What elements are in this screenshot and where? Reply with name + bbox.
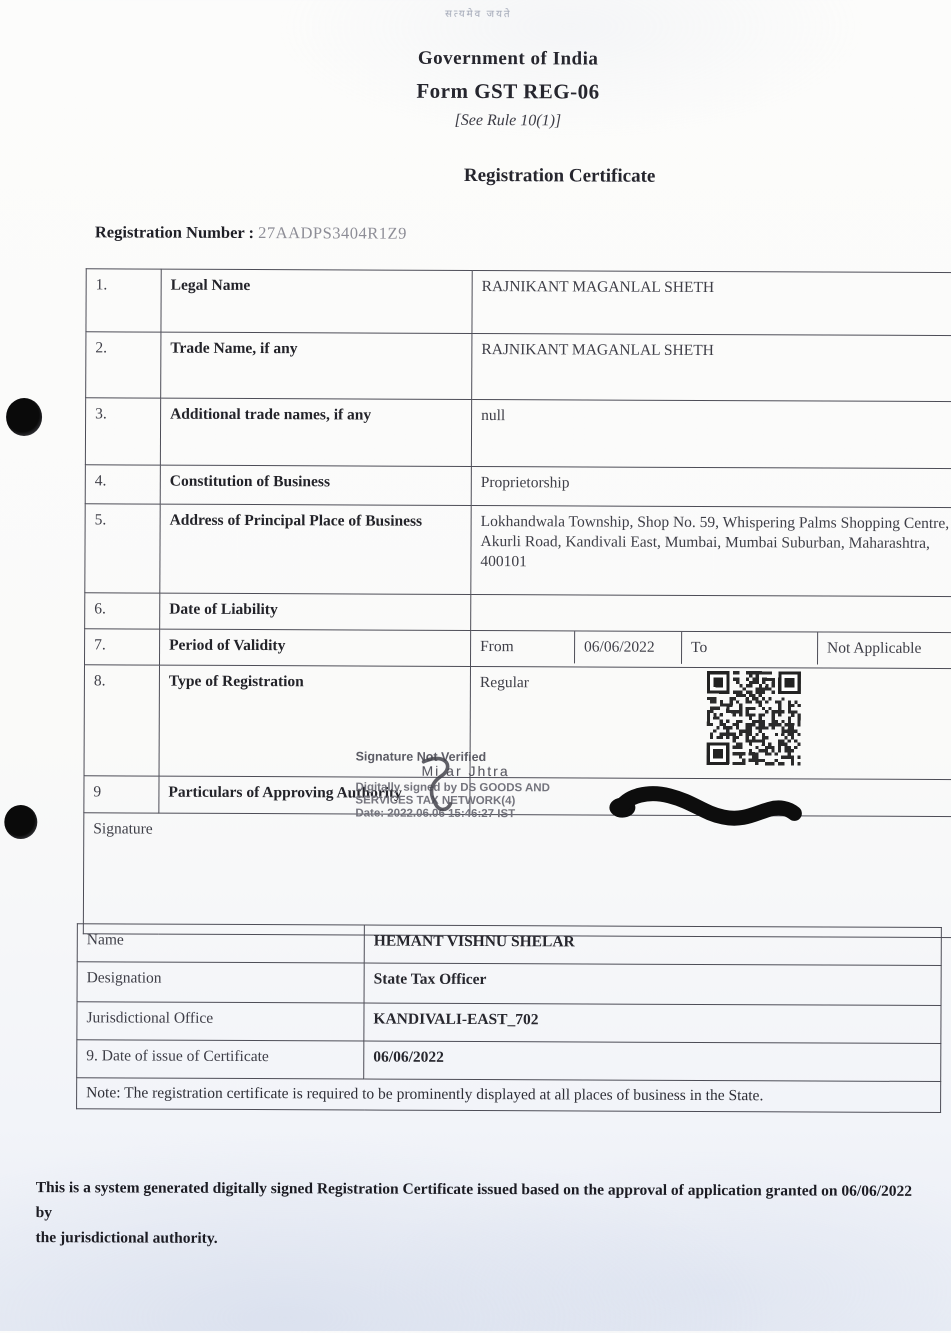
table-row-period-of-validity	[84, 629, 951, 669]
signer-name-fragment: Mi ar Jhtra	[421, 762, 510, 780]
validity-from-label: From	[480, 638, 514, 656]
footer-line-1: This is a system generated digitally signed Registration Certificate issued based on the approval of application granted on 06/06/2022 by	[35, 1179, 913, 1222]
row-label: Designation	[77, 962, 364, 1003]
table-row	[77, 1040, 941, 1082]
table-row-signature	[83, 813, 951, 938]
row-value: Lokhandwala Township, Shop No. 59, Whispering Palms Shopping Centre, Akurli Road, Kandivali East, Mumbai, Mumbai Suburban, Maharashtra, 400101	[471, 505, 951, 596]
rule-reference: [See Rule 10(1)]	[454, 111, 562, 130]
row-value: null	[471, 399, 951, 468]
row-number: 5.	[85, 504, 160, 593]
table-row	[85, 593, 951, 633]
row-label: Additional trade names, if any	[160, 398, 471, 466]
row-label: Particulars of Approving Authority	[159, 776, 470, 814]
registration-number-label: Registration Number :	[94, 222, 255, 243]
qr-code	[707, 670, 801, 766]
table-row	[77, 962, 941, 1006]
row-value: KANDIVALI-EAST_702	[364, 1003, 941, 1044]
registration-number-value: 27AADPS3404R1Z9	[258, 223, 407, 243]
row-number: 2.	[86, 332, 161, 398]
validity-from-value: 06/06/2022	[574, 631, 681, 663]
signature-cell	[83, 813, 951, 938]
signature-status-text: Signature Not Verified	[355, 749, 487, 765]
row-label: 9. Date of issue of Certificate	[77, 1040, 364, 1079]
row-value: State Tax Officer	[364, 963, 941, 1006]
page-title: Registration Certificate	[463, 164, 656, 187]
table-row-note	[77, 1078, 941, 1113]
row-value	[470, 666, 951, 779]
network-line: SERVICES TAX NETWORK(4)	[355, 794, 516, 808]
footer-line-2: the jurisdictional authority.	[35, 1229, 218, 1247]
row-value: RAJNIKANT MAGANLAL SHETH	[472, 333, 951, 401]
row-number: 9	[84, 776, 159, 813]
table-row	[77, 924, 941, 966]
emblem-text: सत्यमेव जयते	[445, 8, 512, 21]
form-name: Form GST REG-06	[416, 78, 600, 104]
note-text: Note: The registration certificate is required to be prominently displayed at all places of business in the State.	[77, 1078, 941, 1113]
row-number: 3.	[85, 398, 160, 465]
government-title: Government of India	[417, 47, 599, 70]
table-row-approving-authority	[84, 776, 951, 817]
row-value	[471, 594, 951, 632]
table-row	[85, 465, 951, 508]
approving-officer-table	[76, 923, 942, 1113]
row-value: Proprietorship	[471, 466, 951, 507]
row-label: Address of Principal Place of Business	[160, 504, 471, 594]
row-label: Jurisdictional Office	[77, 1002, 364, 1041]
row-number: 7.	[84, 629, 159, 665]
registration-number-line	[95, 222, 407, 243]
row-value: RAJNIKANT MAGANLAL SHETH	[472, 270, 951, 335]
table-row	[77, 1002, 941, 1044]
document-header	[62, 46, 951, 132]
row-number: 1.	[86, 269, 161, 332]
signature-label: Signature	[93, 820, 153, 838]
footer-statement	[35, 1175, 921, 1254]
row-label: Legal Name	[161, 269, 472, 333]
row-label: Date of Liability	[160, 593, 471, 630]
row-number: 4.	[85, 465, 160, 504]
digitally-signed-line: Digitally signed by DS GOODS AND	[355, 781, 550, 795]
row-label: Period of Validity	[159, 629, 470, 666]
punch-hole	[4, 805, 37, 839]
row-value	[470, 630, 951, 668]
validity-to-value: Not Applicable	[817, 632, 951, 665]
signature-date-line: Date: 2022.06.06 15:46:27 IST	[355, 807, 516, 821]
punch-hole	[6, 398, 42, 436]
row-value: 06/06/2022	[364, 1041, 941, 1082]
row-label: Trade Name, if any	[161, 332, 472, 399]
row-number: 8.	[84, 665, 159, 776]
validity-to-label: To	[681, 632, 817, 665]
row-label: Constitution of Business	[160, 465, 471, 505]
row-value: HEMANT VISHNU SHELAR	[364, 925, 941, 966]
registration-type-value: Regular	[479, 674, 530, 692]
table-row	[85, 398, 951, 469]
row-label: Name	[77, 924, 364, 963]
row-number: 6.	[85, 593, 160, 629]
table-row-type-of-registration	[84, 665, 951, 780]
row-label: Type of Registration	[159, 665, 470, 777]
table-row	[86, 269, 951, 336]
table-row	[85, 504, 951, 597]
table-row	[86, 332, 951, 402]
redaction-scribble	[605, 781, 805, 832]
certificate-details-table	[83, 268, 951, 938]
